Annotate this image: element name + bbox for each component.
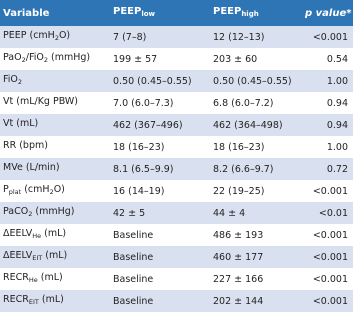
variable-tail: (cmH [21,184,50,195]
variable-cell [0,114,110,136]
header-variable: Variable [3,7,50,19]
p-value-cell: 0.54 [326,53,348,65]
variable-cell [0,180,110,202]
header-peep-low-main: PEEP [113,6,142,17]
variable-cell [0,26,110,48]
variable-main: ΔEELV [3,250,33,261]
variable-sub: 2 [28,210,33,218]
variable-cell [0,70,110,92]
p-value-cell: 0.94 [326,119,348,131]
p-value-cell: <0.001 [312,185,348,197]
variable-cell [0,158,110,180]
p-value-cell: <0.001 [312,251,348,263]
variable-tail: /FiO [25,52,44,63]
variable-sub2: 2 [43,56,48,64]
variable-tail2: (mmHg) [47,52,91,63]
peep-low-cell: 462 (367–496) [113,119,183,131]
peep-high-cell: 486 ± 193 [213,229,264,241]
variable-tail: (mL) [37,272,63,283]
variable-tail: (mL) [42,250,68,261]
variable-main: Vt (mL) [3,118,39,129]
table-row [0,290,353,312]
peep-high-cell: 203 ± 60 [213,53,258,65]
table-row [0,48,353,70]
peep-low-cell: Baseline [113,229,154,241]
peep-low-cell: Baseline [113,251,154,263]
p-value-cell: <0.001 [312,273,348,285]
variable-tail: (mmHg) [32,206,75,217]
peep-low-cell: Baseline [113,273,154,285]
p-value-cell: 1.00 [326,141,348,153]
variable-cell [0,224,110,246]
peep-low-cell: 8.1 (6.5–9.9) [113,163,174,175]
table-row [0,26,353,48]
variable-tail: (mL) [38,294,64,305]
peep-high-cell: 6.8 (6.0–7.2) [213,97,274,109]
table-row [0,246,353,268]
variable-cell [0,246,110,268]
peep-low-cell: Baseline [113,295,154,307]
variable-sub: plat [8,188,22,196]
variable-sub: He [28,276,38,284]
variable-sub: 2 [17,78,23,86]
variable-main: Vt (mL/Kg PBW) [3,96,78,107]
variable-main: PaCO [3,206,29,217]
p-value-cell: <0.01 [318,207,348,219]
variable-main: MVe (L/min) [3,162,60,173]
table-row [0,136,353,158]
header-peep-low-sub: low [141,10,156,18]
peep-high-cell: 12 (12–13) [213,31,265,43]
variable-cell [0,136,110,158]
variable-sub: 2 [21,56,26,64]
peep-low-cell: 199 ± 57 [113,53,158,65]
header-peep-high [210,0,305,26]
peep-high-cell: 460 ± 177 [213,251,264,263]
variable-sub2: 2 [49,188,54,196]
header-peep-high-sub: high [241,10,259,18]
table-row [0,202,353,224]
table-row [0,224,353,246]
variable-cell [0,290,110,312]
peep-low-cell: 16 (14–19) [113,185,165,197]
table-row [0,70,353,92]
peep-low-cell: 18 (16–23) [113,141,165,153]
variable-sub: EIT [28,298,39,306]
p-value-cell: 1.00 [326,75,348,87]
p-value-cell: 0.94 [326,97,348,109]
peep-high-cell: 202 ± 144 [213,295,264,307]
variable-main: RR (bpm) [3,140,48,151]
p-value-cell: <0.001 [312,229,348,241]
table-row [0,158,353,180]
header-row [0,0,353,26]
table-row [0,114,353,136]
variable-tail: (mL) [41,228,67,239]
p-value-cell: <0.001 [312,31,348,43]
variable-cell [0,268,110,290]
header-peep-low [110,0,210,26]
header-peep-high-main: PEEP [213,6,242,17]
peep-high-cell: 462 (364–498) [213,119,283,131]
variable-sub: He [32,232,42,240]
variable-cell [0,92,110,114]
table-row [0,268,353,290]
header-p-value: p value* [305,7,352,19]
peep-high-cell: 22 (19–25) [213,185,265,197]
variable-cell [0,202,110,224]
variable-cell [0,48,110,70]
variable-sub: EIT [32,254,43,262]
variable-main: P [3,184,9,195]
table-row [0,180,353,202]
peep-high-cell: 227 ± 166 [213,273,264,285]
peep-low-cell: 42 ± 5 [113,207,146,219]
variable-main: FiO [3,74,18,85]
peep-high-cell: 44 ± 4 [213,207,246,219]
p-value-cell: <0.001 [312,295,348,307]
peep-high-cell: 8.2 (6.6–9.7) [213,163,274,175]
variable-main: PaO [3,52,22,63]
variable-main: ΔEELV [3,228,33,239]
variable-main: RECR [3,294,29,305]
p-value-cell: 0.72 [326,163,348,175]
variable-tail: O) [58,30,71,41]
table-row [0,92,353,114]
variable-tail2: O) [53,184,65,195]
peep-high-cell: 18 (16–23) [213,141,265,153]
variable-main: RECR [3,272,29,283]
peep-low-cell: 0.50 (0.45–0.55) [113,75,192,87]
variable-main: PEEP (cmH [3,30,55,41]
peep-high-cell: 0.50 (0.45–0.55) [213,75,292,87]
peep-low-cell: 7.0 (6.0–7.3) [113,97,174,109]
peep-low-cell: 7 (7–8) [113,31,147,43]
variable-sub: 2 [54,34,59,42]
